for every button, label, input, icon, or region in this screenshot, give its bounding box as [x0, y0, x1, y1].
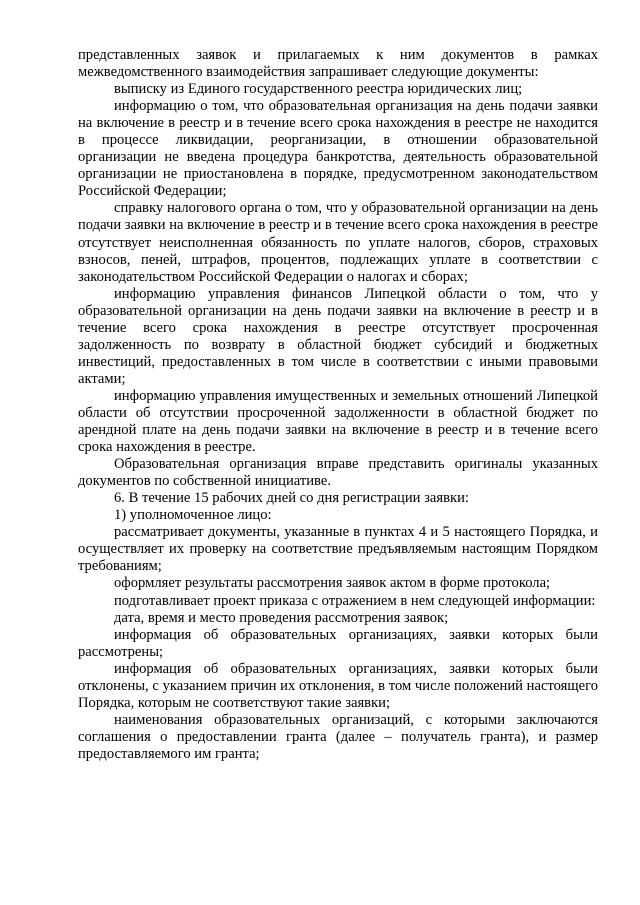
paragraph-14: информация об образовательных организациях, заявки которых были рассмотрены; [78, 626, 598, 660]
paragraph-9: 1) уполномоченное лицо: [114, 507, 272, 524]
paragraph-7: Образовательная организация вправе представить оригиналы указанных документов по собственной инициативе. [78, 456, 598, 490]
paragraph-11: оформляет результаты рассмотрения заявок актом в форме протокола; [114, 575, 551, 592]
paragraph-3: информацию о том, что образовательная организация на день подачи заявки на включение в реестр и в течение всего срока нахождения в реестре не находится в процессе ликвидации, реорганизации, в отношении образовательной организации не введена процедура банкротства, деятельность образовательной организации не приостановлена в порядке, предусмотренном законодательством Российской Федерации; [78, 98, 598, 200]
paragraph-8: 6. В течение 15 рабочих дней со дня регистрации заявки: [114, 490, 469, 507]
paragraph-1: представленных заявок и прилагаемых к ним документов в рамках межведомственного взаимодействия запрашивает следующие документы: [78, 47, 598, 81]
paragraph-6: информацию управления имущественных и земельных отношений Липецкой области об отсутствии просроченной задолженности в областной бюджет по арендной плате на день подачи заявки на включение в реестр и в течение всего срока нахождения в реестре. [78, 387, 598, 456]
paragraph-2: выписку из Единого государственного реестра юридических лиц; [114, 81, 523, 98]
paragraph-10: рассматривает документы, указанные в пунктах 4 и 5 настоящего Порядка, и осуществляет их проверку на соответствие предъявляемым настоящим Порядком требованиям; [78, 524, 598, 575]
paragraph-4: справку налогового органа о том, что у образовательной организации на день подачи заявки на включение в реестр и в течение всего срока нахождения в реестре отсутствует неисполненная обязанность по уплате налогов, сборов, страховых взносов, пеней, штрафов, процентов, подлежащих уплате в соответствии с законодательством Российской Федерации о налогах и сборах; [78, 200, 598, 285]
paragraph-15: информация об образовательных организациях, заявки которых были отклонены, с указанием причин их отклонения, в том числе положений настоящего Порядка, которым не соответствуют такие заявки; [78, 660, 598, 711]
paragraph-5: информацию управления финансов Липецкой области о том, что у образовательной организации на день подачи заявки на включение в реестр и в течение всего срока нахождения в реестре отсутствует просроченная задолженность по возврату в областной бюджет субсидий и бюджетных инвестиций, предоставленных в том числе в соответствии с иными правовыми актами; [78, 285, 598, 387]
paragraph-16: наименования образовательных организаций, с которыми заключаются соглашения о предоставлении гранта (далее – получатель гранта), и размер предоставляемого им гранта; [78, 711, 598, 762]
paragraph-13: дата, время и место проведения рассмотрения заявок; [114, 609, 449, 626]
paragraph-12: подготавливает проект приказа с отражением в нем следующей информации: [114, 592, 596, 609]
